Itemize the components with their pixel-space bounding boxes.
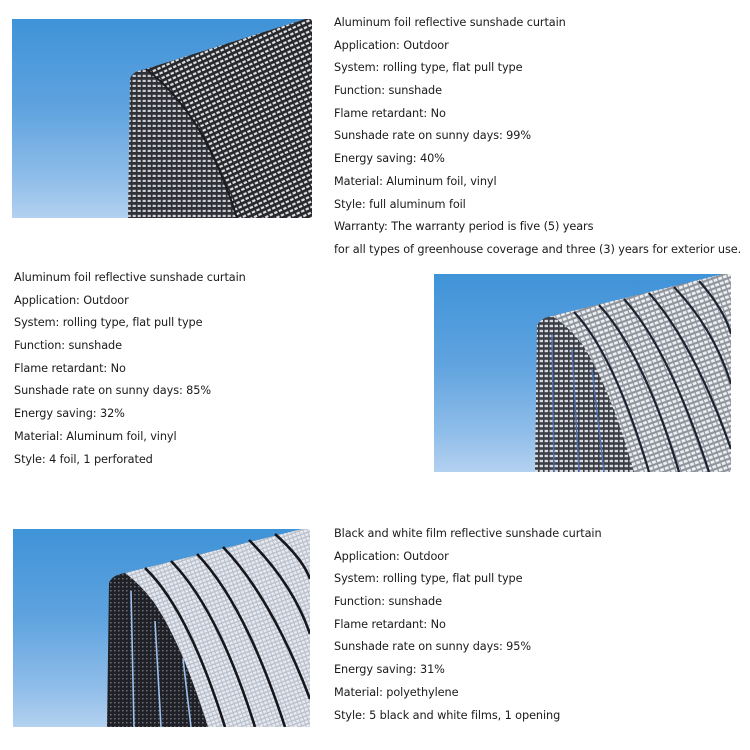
spec-system: System: rolling type, flat pull type — [334, 572, 523, 586]
aluminum-foil-striped-mesh-icon — [434, 274, 731, 472]
product-1-photo — [12, 19, 312, 218]
product-2-specs — [14, 267, 246, 471]
spec-energy-saving: Energy saving: 40% — [334, 152, 445, 166]
spec-style: Style: 5 black and white films, 1 opening — [334, 708, 561, 722]
spec-style: Style: 4 foil, 1 perforated — [14, 452, 153, 466]
product-title: Black and white film reflective sunshade curtain — [334, 527, 602, 540]
aluminum-foil-full-mesh-icon — [12, 19, 312, 218]
spec-function: Function: sunshade — [334, 595, 442, 609]
spec-energy-saving: Energy saving: 31% — [334, 663, 445, 677]
product-2-photo — [434, 274, 731, 472]
spec-application: Application: Outdoor — [14, 293, 129, 307]
spec-system: System: rolling type, flat pull type — [334, 61, 523, 75]
spec-warranty-continued: for all types of greenhouse coverage and three (3) years for exterior use. — [334, 242, 742, 256]
product-title: Aluminum foil reflective sunshade curtain — [334, 16, 566, 29]
spec-energy-saving: Energy saving: 32% — [14, 407, 125, 421]
spec-sunshade-rate: Sunshade rate on sunny days: 95% — [334, 640, 531, 654]
spec-sunshade-rate: Sunshade rate on sunny days: 99% — [334, 129, 531, 143]
product-3-photo — [13, 529, 310, 727]
spec-function: Function: sunshade — [14, 339, 122, 353]
spec-application: Application: Outdoor — [334, 549, 449, 563]
spec-flame-retardant: Flame retardant: No — [334, 106, 446, 120]
spec-sunshade-rate: Sunshade rate on sunny days: 85% — [14, 384, 211, 398]
spec-material: Material: Aluminum foil, vinyl — [14, 429, 177, 443]
spec-material: Material: Aluminum foil, vinyl — [334, 174, 497, 188]
spec-application: Application: Outdoor — [334, 38, 449, 52]
spec-warranty: Warranty: The warranty period is five (5) years — [334, 220, 594, 234]
spec-function: Function: sunshade — [334, 84, 442, 98]
spec-material: Material: polyethylene — [334, 685, 459, 699]
spec-flame-retardant: Flame retardant: No — [334, 617, 446, 631]
spec-system: System: rolling type, flat pull type — [14, 316, 203, 330]
product-1-specs — [334, 12, 741, 262]
spec-flame-retardant: Flame retardant: No — [14, 361, 126, 375]
black-white-film-mesh-icon — [13, 529, 310, 727]
spec-style: Style: full aluminum foil — [334, 197, 466, 211]
product-3-specs — [334, 523, 602, 727]
product-title: Aluminum foil reflective sunshade curtain — [14, 271, 246, 284]
